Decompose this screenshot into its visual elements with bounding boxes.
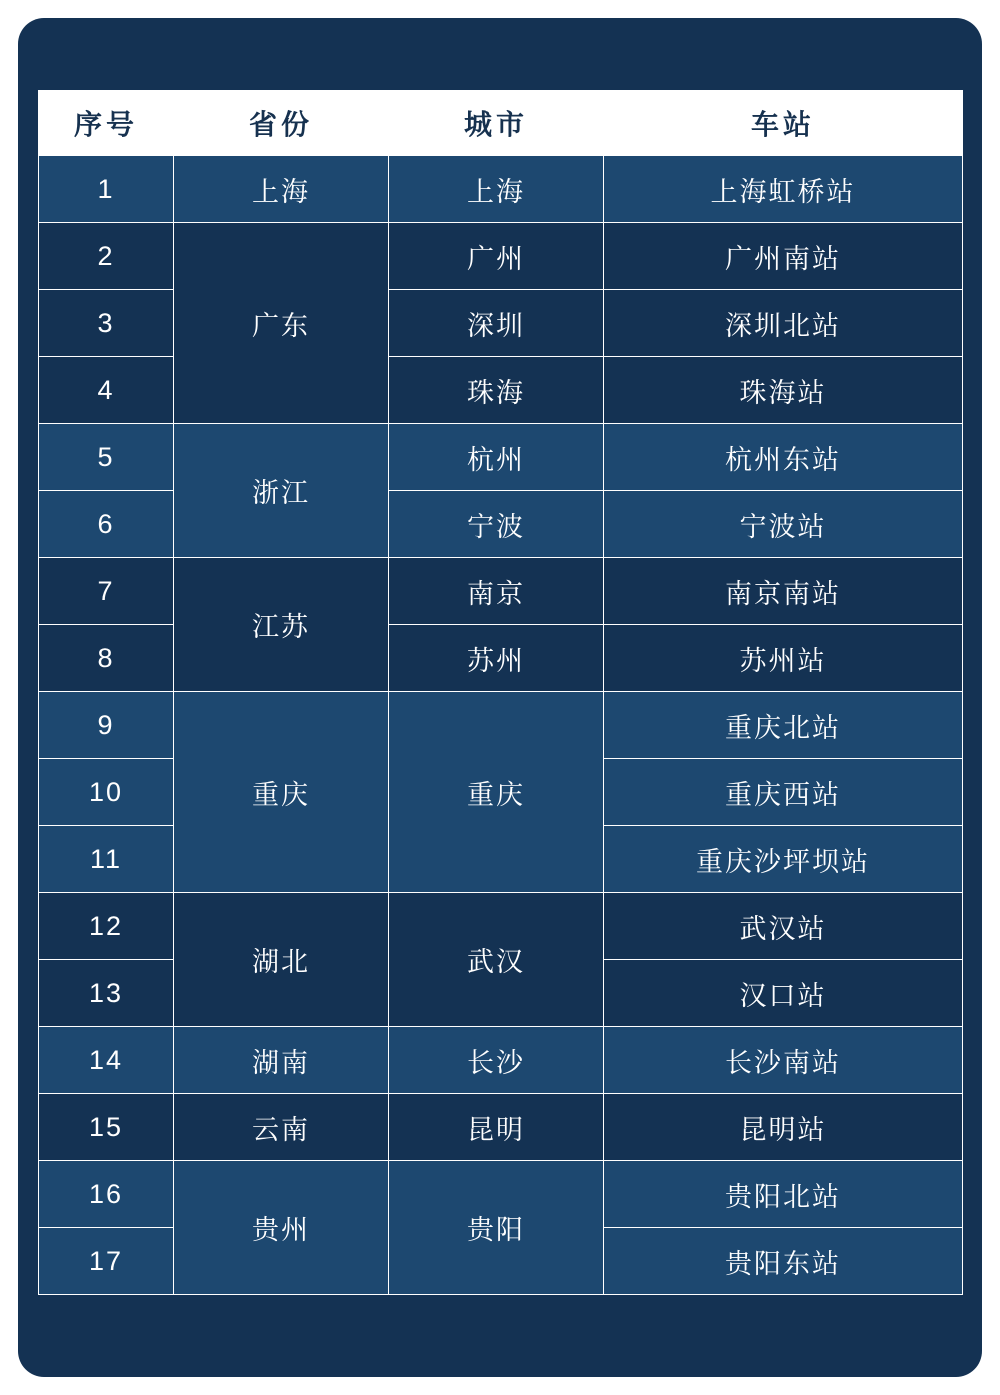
cell-city: 上海	[389, 156, 604, 223]
cell-index: 3	[39, 290, 174, 357]
column-header-index: 序号	[39, 91, 174, 156]
table-row	[39, 893, 963, 960]
cell-index: 17	[39, 1228, 174, 1295]
cell-province: 江苏	[174, 558, 389, 692]
cell-station: 南京南站	[604, 558, 963, 625]
cell-city: 长沙	[389, 1027, 604, 1094]
cell-province: 云南	[174, 1094, 389, 1161]
cell-station: 汉口站	[604, 960, 963, 1027]
cell-station: 昆明站	[604, 1094, 963, 1161]
table-row	[39, 1161, 963, 1228]
cell-station: 贵阳东站	[604, 1228, 963, 1295]
table-row	[39, 156, 963, 223]
station-table	[38, 90, 963, 1295]
cell-index: 13	[39, 960, 174, 1027]
cell-station: 重庆北站	[604, 692, 963, 759]
cell-city: 重庆	[389, 692, 604, 893]
cell-station: 上海虹桥站	[604, 156, 963, 223]
cell-index: 7	[39, 558, 174, 625]
table-header	[39, 91, 963, 156]
cell-index: 15	[39, 1094, 174, 1161]
table-row	[39, 424, 963, 491]
column-header-station: 车站	[604, 91, 963, 156]
table-row	[39, 692, 963, 759]
table-header-row	[39, 91, 963, 156]
table-row	[39, 558, 963, 625]
cell-station: 贵阳北站	[604, 1161, 963, 1228]
cell-city: 武汉	[389, 893, 604, 1027]
cell-index: 6	[39, 491, 174, 558]
cell-city: 杭州	[389, 424, 604, 491]
cell-station: 宁波站	[604, 491, 963, 558]
cell-province: 浙江	[174, 424, 389, 558]
table-row	[39, 1094, 963, 1161]
cell-index: 14	[39, 1027, 174, 1094]
cell-province: 上海	[174, 156, 389, 223]
cell-station: 珠海站	[604, 357, 963, 424]
cell-province: 贵州	[174, 1161, 389, 1295]
cell-index: 11	[39, 826, 174, 893]
cell-city: 珠海	[389, 357, 604, 424]
table-row	[39, 1027, 963, 1094]
cell-station: 武汉站	[604, 893, 963, 960]
cell-index: 4	[39, 357, 174, 424]
cell-province: 重庆	[174, 692, 389, 893]
cell-city: 宁波	[389, 491, 604, 558]
cell-station: 长沙南站	[604, 1027, 963, 1094]
cell-index: 10	[39, 759, 174, 826]
cell-province: 广东	[174, 223, 389, 424]
cell-city: 苏州	[389, 625, 604, 692]
cell-station: 重庆沙坪坝站	[604, 826, 963, 893]
cell-province: 湖北	[174, 893, 389, 1027]
cell-index: 5	[39, 424, 174, 491]
cell-city: 深圳	[389, 290, 604, 357]
cell-index: 2	[39, 223, 174, 290]
cell-city: 广州	[389, 223, 604, 290]
cell-index: 8	[39, 625, 174, 692]
cell-index: 9	[39, 692, 174, 759]
cell-city: 昆明	[389, 1094, 604, 1161]
column-header-city: 城市	[389, 91, 604, 156]
cell-station: 杭州东站	[604, 424, 963, 491]
cell-city: 贵阳	[389, 1161, 604, 1295]
cell-station: 广州南站	[604, 223, 963, 290]
cell-province: 湖南	[174, 1027, 389, 1094]
cell-city: 南京	[389, 558, 604, 625]
column-header-province: 省份	[174, 91, 389, 156]
cell-station: 苏州站	[604, 625, 963, 692]
cell-index: 12	[39, 893, 174, 960]
cell-station: 深圳北站	[604, 290, 963, 357]
table-body	[39, 156, 963, 1295]
station-table-card	[18, 18, 982, 1377]
table-row	[39, 223, 963, 290]
cell-station: 重庆西站	[604, 759, 963, 826]
cell-index: 1	[39, 156, 174, 223]
cell-index: 16	[39, 1161, 174, 1228]
